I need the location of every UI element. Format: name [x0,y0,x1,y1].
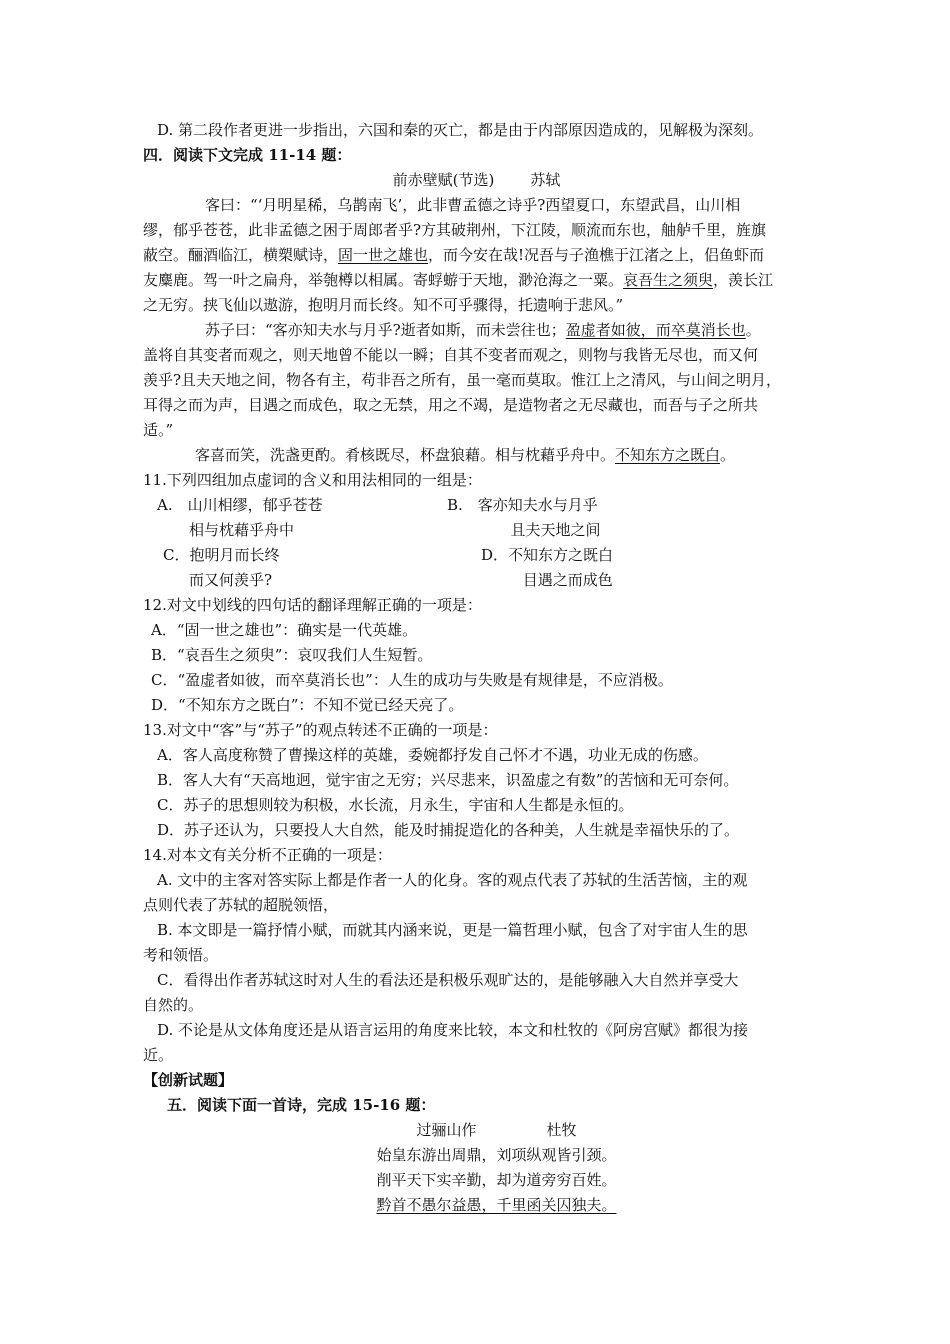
text-line: 之无穷。挟飞仙以遨游，抱明月而长终。知不可乎骤得，托遗响于悲风。” [143,296,624,314]
text-line: 友麋鹿。驾一叶之扁舟，举匏樽以相属。寄蜉蝣于天地，渺沧海之一粟。哀吾生之须臾，羡长江 [143,271,774,289]
option-d-pair: 目遇之而成色 [522,571,613,589]
essay-paragraph-2 [143,318,810,443]
option-d: D．“不知东方之既白”：不知不觉已经天亮了。 [151,696,464,714]
question-13 [143,718,810,843]
option-a-cont: 点则代表了苏轼的超脱领悟， [143,896,339,914]
option-b: B．“哀吾生之须臾”：哀叹我们人生短暂。 [151,646,433,664]
options-row [143,568,810,593]
underlined-phrase-4: 不知东方之既白 [615,446,721,464]
underlined-phrase-3: 盈虚者如彼，而卒莫消长也 [565,321,746,339]
question-stem: 12.对文中划线的四句话的翻译理解正确的一项是： [143,596,482,614]
text-line: 羡乎?且夫天地之间，物各有主，苟非吾之所有，虽一毫而莫取。惟江上之清风，与山间之明月， [143,371,782,389]
option-b: B. 客亦知夫水与月乎 [447,496,598,514]
underlined-phrase-2: 哀吾生之须臾 [623,271,714,289]
poem-line-3 [143,1193,810,1218]
essay-title-line [143,168,810,193]
option-c-cont: 自然的。 [143,996,204,1014]
text-line: 适。” [143,421,174,439]
option-c: C．“盈虚者如彼，而卒莫消长也”：人生的成功与失败是有规律是，不应消极。 [151,671,673,689]
question-14 [143,843,810,1068]
poem-title: 过骊山作 [416,1121,477,1139]
option-b-cont: 考和领悟。 [143,946,219,964]
option-c-pair: 而又何羡乎? [189,571,273,589]
question-stem: 13.对文中“客”与“苏子”的观点转述不正确的一项是： [143,721,498,739]
text-line: 盖将自其变者而观之，则天地曾不能以一瞬；自其不变者而观之，则物与我皆无尽也，而又何 [143,346,759,364]
question-stem: 14.对本文有关分析不正确的一项是： [143,846,392,864]
options-row [143,518,810,543]
underlined-poem-line: 黔首不愚尔益愚，千里函关囚独夫。 [376,1196,617,1214]
text-line: 缪，郁乎苍苍，此非孟德之困于周郎者乎?方其破荆州，下江陵，顺流而东也，舳舻千里，旌旗 [143,221,767,239]
poem-title-line [143,1118,810,1143]
section-4-heading: 四．阅读下文完成 11-14 题： [143,146,352,164]
option-b: B．客人大有“天高地迥，觉宇宙之无穷；兴尽悲来，识盈虚之有数”的苦恼和无可奈何。 [157,771,739,789]
option-a: A. 文中的主客对答实际上都是作者一人的化身。客的观点代表了苏轼的生活苦恼，主的观 [157,871,748,889]
text-line: 耳得之而为声，目遇之而成色，取之无禁，用之不竭，是造物者之无尽藏也，而吾与子之所共 [143,396,759,414]
option-d: D．不知东方之既白 [481,546,614,564]
innovation-heading: 【创新试题】 [143,1071,234,1089]
essay-author: 苏轼 [530,171,561,189]
options-row [143,543,810,568]
option-c: C．苏子的思想则较为积极，水长流，月永生，宇宙和人生都是永恒的。 [157,796,634,814]
text-line: 苏子曰：“客亦知夫水与月乎?逝者如斯，而未尝往也；盈虚者如彼，而卒莫消长也。 [205,321,761,339]
option-a: A．“固一世之雄也”：确实是一代英雄。 [151,621,418,639]
essay-paragraph-1 [143,193,810,318]
options-row [143,493,810,518]
option-c: C．看得出作者苏轼这时对人生的看法还是积极乐观旷达的，是能够融入大自然并享受大 [157,971,739,989]
question-stem: 11.下列四组加点虚词的含义和用法相同的一组是： [143,471,482,489]
section-5-heading: 五．阅读下面一首诗，完成 15-16 题： [167,1096,436,1114]
option-a: A. 山川相缪，郁乎苍苍 [157,496,323,514]
question-12 [143,593,810,718]
document-page [143,118,810,1218]
poem-line-2: 削平天下实辛勤，却为道旁穷百姓。 [376,1171,617,1189]
poem-author: 杜牧 [546,1121,577,1139]
option-c: C．抱明月而长终 [163,546,280,564]
option-b: B. 本文即是一篇抒情小赋，而就其内涵来说，更是一篇哲理小赋，包含了对宇宙人生的思 [157,921,748,939]
text-line: 客曰：“‘月明星稀，乌鹊南飞’，此非曹孟德之诗乎?西望夏口，东望武昌，山川相 [205,196,741,214]
option-d-cont: 近。 [143,1046,174,1064]
option-a-pair: 相与枕藉乎舟中 [189,521,295,539]
option-b-pair: 且夫天地之间 [510,521,601,539]
essay-paragraph-3: 客喜而笑，洗盏更酌。肴核既尽，杯盘狼藉。相与枕藉乎舟中。不知东方之既白。 [195,446,736,464]
option-a: A．客人高度称赞了曹操这样的英雄，委婉都抒发自己怀才不遇，功业无成的伤感。 [157,746,708,764]
essay-title: 前赤壁赋(节选) [392,171,495,189]
text-line: 蔽空。酾酒临江，横槊赋诗，固一世之雄也，而今安在哉!况吾与子渔樵于江渚之上，侣鱼虾而 [143,246,765,264]
poem-line-1: 始皇东游出周鼎，刘项纵观皆引颈。 [376,1146,617,1164]
underlined-phrase-1: 固一世之雄也 [338,246,429,264]
option-d: D. 不论是从文体角度还是从语言运用的角度来比较，本文和杜牧的《阿房宫赋》都很为接 [157,1021,749,1039]
option-d: D．苏子还认为，只要投人大自然，能及时捕捉造化的各种美，人生就是幸福快乐的了。 [157,821,740,839]
option-d-previous: D. 第二段作者更进一步指出，六国和秦的灭亡，都是由于内部原因造成的，见解极为深刻。 [157,121,764,139]
question-11 [143,468,810,593]
